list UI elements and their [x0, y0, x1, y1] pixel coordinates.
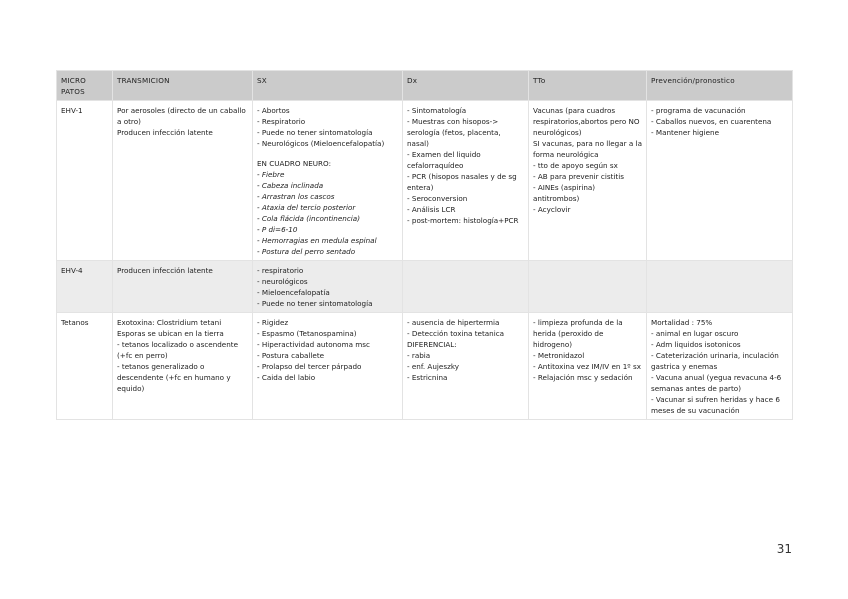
- cell-text: - PCR (hisopos nasales y de sg entera): [407, 172, 517, 192]
- cell-text: - Rigidez: [257, 318, 289, 327]
- symptoms-cell: [253, 101, 403, 261]
- table-row: [57, 261, 793, 313]
- cell-text: - animal en lugar oscuro: [651, 329, 739, 338]
- cell-text: - tetanos localizado o ascendente (+fc en perro): [117, 340, 239, 360]
- header-diagnosis: Dx: [403, 71, 529, 101]
- cell-text: - tetanos generalizado o descendente (+fc en humano y equido): [117, 362, 231, 393]
- cell-text: - Examen del liquido cefalorraquídeo: [407, 150, 481, 170]
- cell-text: - Acyclovir: [533, 205, 571, 214]
- cell-text: - Neurológicos (Mieloencefalopatía): [257, 139, 385, 148]
- diagnosis-cell: [403, 313, 529, 420]
- cell-text: - Cola flácida (incontinencia): [257, 214, 360, 223]
- cell-text: - Cabeza inclinada: [257, 181, 324, 190]
- cell-text: - Caballos nuevos, en cuarentena: [651, 117, 772, 126]
- cell-text: - Puede no tener sintomatología: [257, 299, 373, 308]
- cell-text: - Sintomatología: [407, 106, 467, 115]
- cell-text: - respiratorio: [257, 266, 304, 275]
- cell-text: - Mieloencefalopatía: [257, 288, 330, 297]
- diagnosis-cell: [403, 261, 529, 313]
- cell-text: - Estricnina: [407, 373, 448, 382]
- cell-text: Esporas se ubican en la tierra: [117, 329, 224, 338]
- cell-text: - Hiperactividad autonoma msc: [257, 340, 370, 349]
- cell-text: DIFERENCIAL:: [407, 340, 457, 349]
- cell-text: Mortalidad : 75%: [651, 318, 713, 327]
- cell-text: - Hemorragias en medula espinal: [257, 236, 377, 245]
- table-row: [57, 101, 793, 261]
- cell-text: - P di=6-10: [257, 225, 298, 234]
- microbe-cell: [57, 261, 113, 313]
- notes-table: [56, 70, 793, 420]
- cell-text: - Puede no tener sintomatología: [257, 128, 373, 137]
- cell-text: - AINEs (aspirina) antitrombos): [533, 183, 596, 203]
- cell-text: - AB para prevenir cistitis: [533, 172, 624, 181]
- header-treatment: TTo: [529, 71, 647, 101]
- cell-text: - Ataxia del tercio posterior: [257, 203, 356, 212]
- cell-text: - Cateterización urinaria, inculación gastrica y enemas: [651, 351, 779, 371]
- cell-text: - ausencia de hipertermia: [407, 318, 500, 327]
- page-number: 31: [776, 542, 792, 556]
- prevention-cell: [647, 101, 793, 261]
- cell-text: Tetanos: [61, 318, 89, 327]
- cell-text: - Metronidazol: [533, 351, 585, 360]
- treatment-cell: [529, 101, 647, 261]
- header-microbes: MICRO PATOS: [57, 71, 113, 101]
- cell-text: - Postura caballete: [257, 351, 325, 360]
- cell-text: - Análisis LCR: [407, 205, 456, 214]
- cell-text: - programa de vacunación: [651, 106, 746, 115]
- cell-text: - Antitoxina vez IM/IV en 1º sx: [533, 362, 641, 371]
- transmission-cell: [113, 101, 253, 261]
- cell-text: Producen infección latente: [117, 128, 213, 137]
- cell-text: - Detección toxina tetanica: [407, 329, 505, 338]
- cell-text: Producen infección latente: [117, 266, 213, 275]
- cell-text: EHV-4: [61, 266, 83, 275]
- cell-text: - Abortos: [257, 106, 290, 115]
- header-prevention: Prevención/pronostico: [647, 71, 793, 101]
- cell-text: SI vacunas, para no llegar a la forma neurológica: [533, 139, 642, 159]
- cell-text: - Prolapso del tercer párpado: [257, 362, 362, 371]
- cell-text: - Relajación msc y sedación: [533, 373, 633, 382]
- cell-text: - neurológicos: [257, 277, 308, 286]
- prevention-cell: [647, 313, 793, 420]
- transmission-cell: [113, 261, 253, 313]
- cell-text: - limpieza profunda de la herida (peroxido de hidrogeno): [533, 318, 623, 349]
- microbe-cell: [57, 313, 113, 420]
- treatment-cell: [529, 261, 647, 313]
- header-symptoms: SX: [253, 71, 403, 101]
- cell-text: - Mantener higiene: [651, 128, 720, 137]
- diagnosis-cell: [403, 101, 529, 261]
- cell-text: Exotoxina: Clostridium tetani: [117, 318, 222, 327]
- cell-text: - Vacunar si sufren heridas y hace 6 meses de su vacunación: [651, 395, 780, 415]
- treatment-cell: [529, 313, 647, 420]
- cell-text: - Caida del labio: [257, 373, 316, 382]
- cell-text: EN CUADRO NEURO:: [257, 159, 331, 168]
- cell-text: Vacunas (para cuadros respiratorios,abortos pero NO neurológicos): [533, 106, 640, 137]
- table-header: [57, 71, 793, 101]
- transmission-cell: [113, 313, 253, 420]
- cell-text: - Arrastran los cascos: [257, 192, 335, 201]
- cell-text: - Seroconversion: [407, 194, 468, 203]
- symptoms-cell: [253, 261, 403, 313]
- cell-text: - Muestras con hisopos-> serología (fetos, placenta, nasal): [407, 117, 501, 148]
- cell-text: EHV-1: [61, 106, 83, 115]
- cell-text: - Fiebre: [257, 170, 285, 179]
- prevention-cell: [647, 261, 793, 313]
- header-transmission: TRANSMICION: [113, 71, 253, 101]
- microbe-cell: [57, 101, 113, 261]
- cell-text: - Vacuna anual (yegua revacuna 4-6 semanas antes de parto): [651, 373, 782, 393]
- symptoms-cell: [253, 313, 403, 420]
- cell-text: - tto de apoyo según sx: [533, 161, 618, 170]
- table-row: [57, 313, 793, 420]
- cell-text: - post-mortem: histología+PCR: [407, 216, 519, 225]
- cell-text: - Postura del perro sentado: [257, 247, 356, 256]
- cell-text: Por aerosoles (directo de un caballo a otro): [117, 106, 246, 126]
- cell-text: - Espasmo (Tetanospamina): [257, 329, 357, 338]
- cell-text: - rabia: [407, 351, 431, 360]
- cell-text: - Respiratorio: [257, 117, 306, 126]
- cell-text: - enf. Aujeszky: [407, 362, 459, 371]
- table-body: [57, 101, 793, 420]
- cell-text: - Adm liquidos isotonicos: [651, 340, 741, 349]
